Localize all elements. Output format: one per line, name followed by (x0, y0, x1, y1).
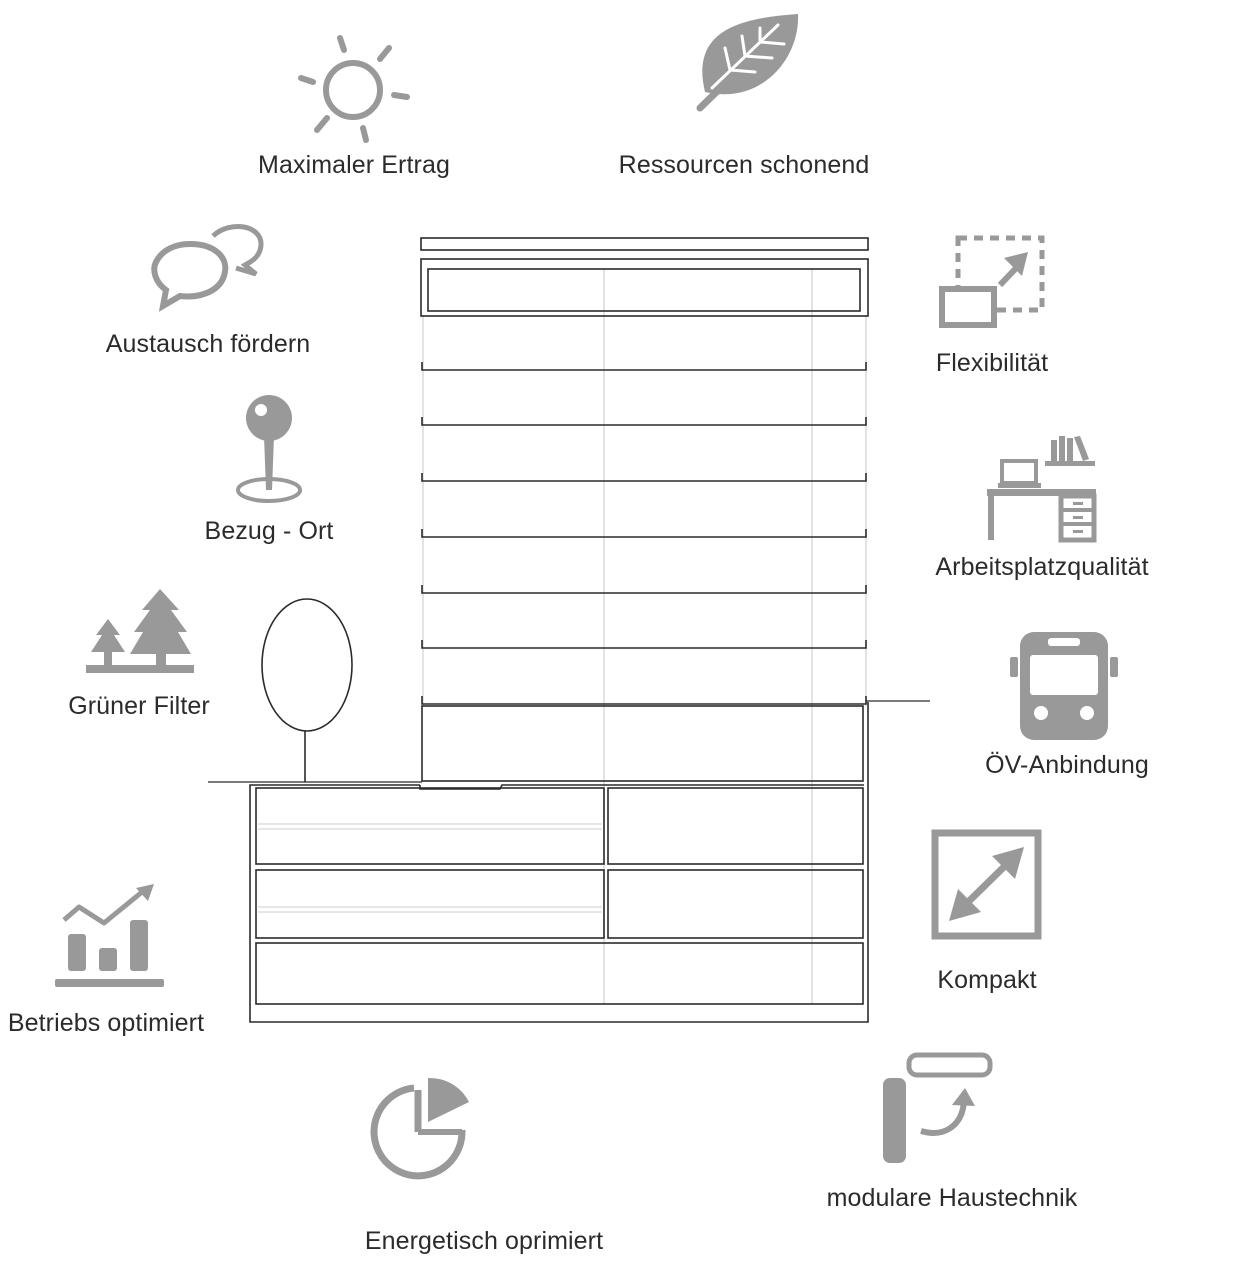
label-betriebs-optimiert: Betriebs optimiert (7, 1009, 205, 1037)
diagonal-arrow-box-icon (935, 833, 1038, 936)
roof-cap (421, 238, 868, 250)
tower-base-floor (422, 706, 863, 781)
location-pin-icon (238, 395, 300, 501)
basement-outline (250, 702, 868, 1022)
label-flexibilitaet: Flexibilität (935, 349, 1049, 377)
desk-workplace-icon (987, 436, 1096, 540)
label-energetisch-optimiert: Energetisch oprimiert (364, 1227, 604, 1255)
pie-chart-icon (374, 1078, 469, 1176)
module-swap-icon (883, 1055, 990, 1163)
basement-room-2 (608, 788, 863, 864)
label-bezug-ort: Bezug - Ort (204, 517, 334, 545)
bus-icon (1010, 632, 1118, 740)
speech-bubbles-icon (154, 226, 261, 306)
basement-room-5 (256, 943, 863, 1004)
facade-grid-lines (423, 268, 866, 1004)
top-floor-outer (421, 259, 868, 316)
trees-icon (86, 589, 194, 673)
label-arbeitsplatzqualitaet: Arbeitsplatzqualität (935, 553, 1149, 581)
label-austausch-foerdern: Austausch fördern (105, 330, 311, 358)
building-section (208, 238, 930, 1022)
leaf-icon (700, 14, 798, 108)
basement-room-4 (608, 870, 863, 938)
label-ressourcen-schonend: Ressourcen schonend (618, 151, 870, 179)
basement-room-1 (256, 788, 604, 864)
label-kompakt: Kompakt (937, 966, 1037, 994)
label-gruener-filter: Grüner Filter (68, 692, 210, 720)
label-modulare-haustechnik: modulare Haustechnik (826, 1184, 1078, 1212)
floor-slabs (422, 362, 866, 704)
bar-chart-trend-icon (55, 884, 164, 987)
label-maximaler-ertrag: Maximaler Ertrag (258, 151, 450, 179)
label-oev-anbindung: ÖV-Anbindung (985, 751, 1149, 779)
tree-crown (262, 599, 352, 731)
top-floor-inner (428, 269, 860, 311)
sun-icon (301, 38, 407, 140)
basement-room-3 (256, 870, 604, 938)
resize-frame-icon (942, 238, 1042, 325)
